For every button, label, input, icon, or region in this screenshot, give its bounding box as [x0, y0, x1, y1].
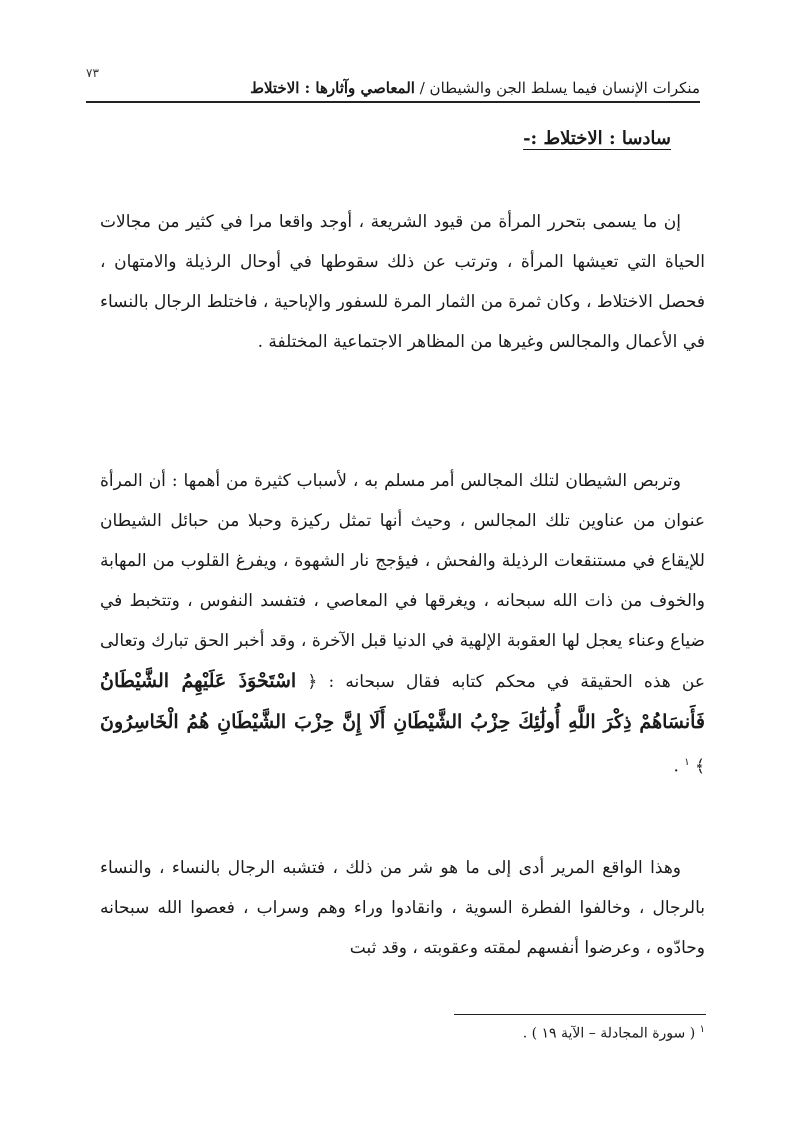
paragraph-3: وهذا الواقع المرير أدى إلى ما هو شر من ذلك ، فتشبه الرجال بالنساء ، والنساء بالرجال ، وخالفوا الفطرة السوية ، وانقادوا وراء وهم وسراب ، فعصوا الله سبحانه وحادّوه ، وعرضوا أنفسهم لمقته وعقوبته ، وقد ثبت: [100, 858, 705, 958]
header-book-title: منكرات الإنسان فيما يسلط الجن والشيطان /: [414, 79, 700, 97]
paragraph-2-end: .: [673, 756, 685, 777]
footnote-divider: [454, 1014, 706, 1015]
quran-verse: اسْتَحْوَذَ عَلَيْهِمُ الشَّيْطَانُ فَأَنسَاهُمْ ذِكْرَ اللَّهِ أُولَٰئِكَ حِزْبُ الشَّيْطَانِ أَلَا إِنَّ حِزْبَ الشَّيْطَانِ هُمُ الْخَاسِرُونَ: [100, 670, 705, 733]
footnote-text: ( سورة المجادلة – الآية ١٩ ) .: [522, 1025, 700, 1042]
running-header: [80, 78, 700, 98]
footnote-reference[interactable]: ١: [684, 757, 690, 768]
paragraph-1: إن ما يسمى بتحرر المرأة من قيود الشريعة ، أوجد واقعا مرا في كثير من مجالات الحياة التي تعيشها المرأة ، وترتب عن ذلك سقوطها في أوحال الرذيلة والامتهان ، فحصل الاختلاط ، وكان ثمرة من الثمار المرة للسفور والإباحية ، فاختلط الرجال بالنساء في الأعمال والمجالس وغيرها من المظاهر الاجتماعية المختلفة .: [100, 212, 705, 352]
header-divider: [86, 101, 700, 103]
paragraph-2: [100, 461, 705, 787]
header-chapter-title: المعاصي وآثارها : الاختلاط: [250, 79, 415, 97]
paragraph-2-text: وتربص الشيطان لتلك المجالس أمر مسلم به ، لأسباب كثيرة من أهمها : أن المرأة عنوان من عناوين تلك المجالس ، وحيث أنها تمثل ركيزة وحبلا من حبائل الشيطان للإيقاع في مستنقعات الرذيلة والفحش ، فيؤجج نار الشهوة ، ويفرغ القلوب من المهابة والخوف من ذات الله سبحانه ، ويغرقها في المعاصي ، فتفسد النفوس ، وتتخبط في ضياع وعناء يعجل لها العقوبة الإلهية في الدنيا قبل الآخرة ، وقد أخبر الحق تبارك وتعالى عن هذه الحقيقة في محكم كتابه فقال سبحانه : ﴿: [100, 471, 705, 692]
footnote: [523, 1024, 705, 1042]
footnote-marker: ١: [699, 1024, 705, 1035]
page-number: ٧٣: [86, 66, 99, 80]
verse-close-bracket: ﴾: [689, 756, 705, 777]
section-heading: سادسا : الاختلاط :-: [523, 128, 671, 149]
